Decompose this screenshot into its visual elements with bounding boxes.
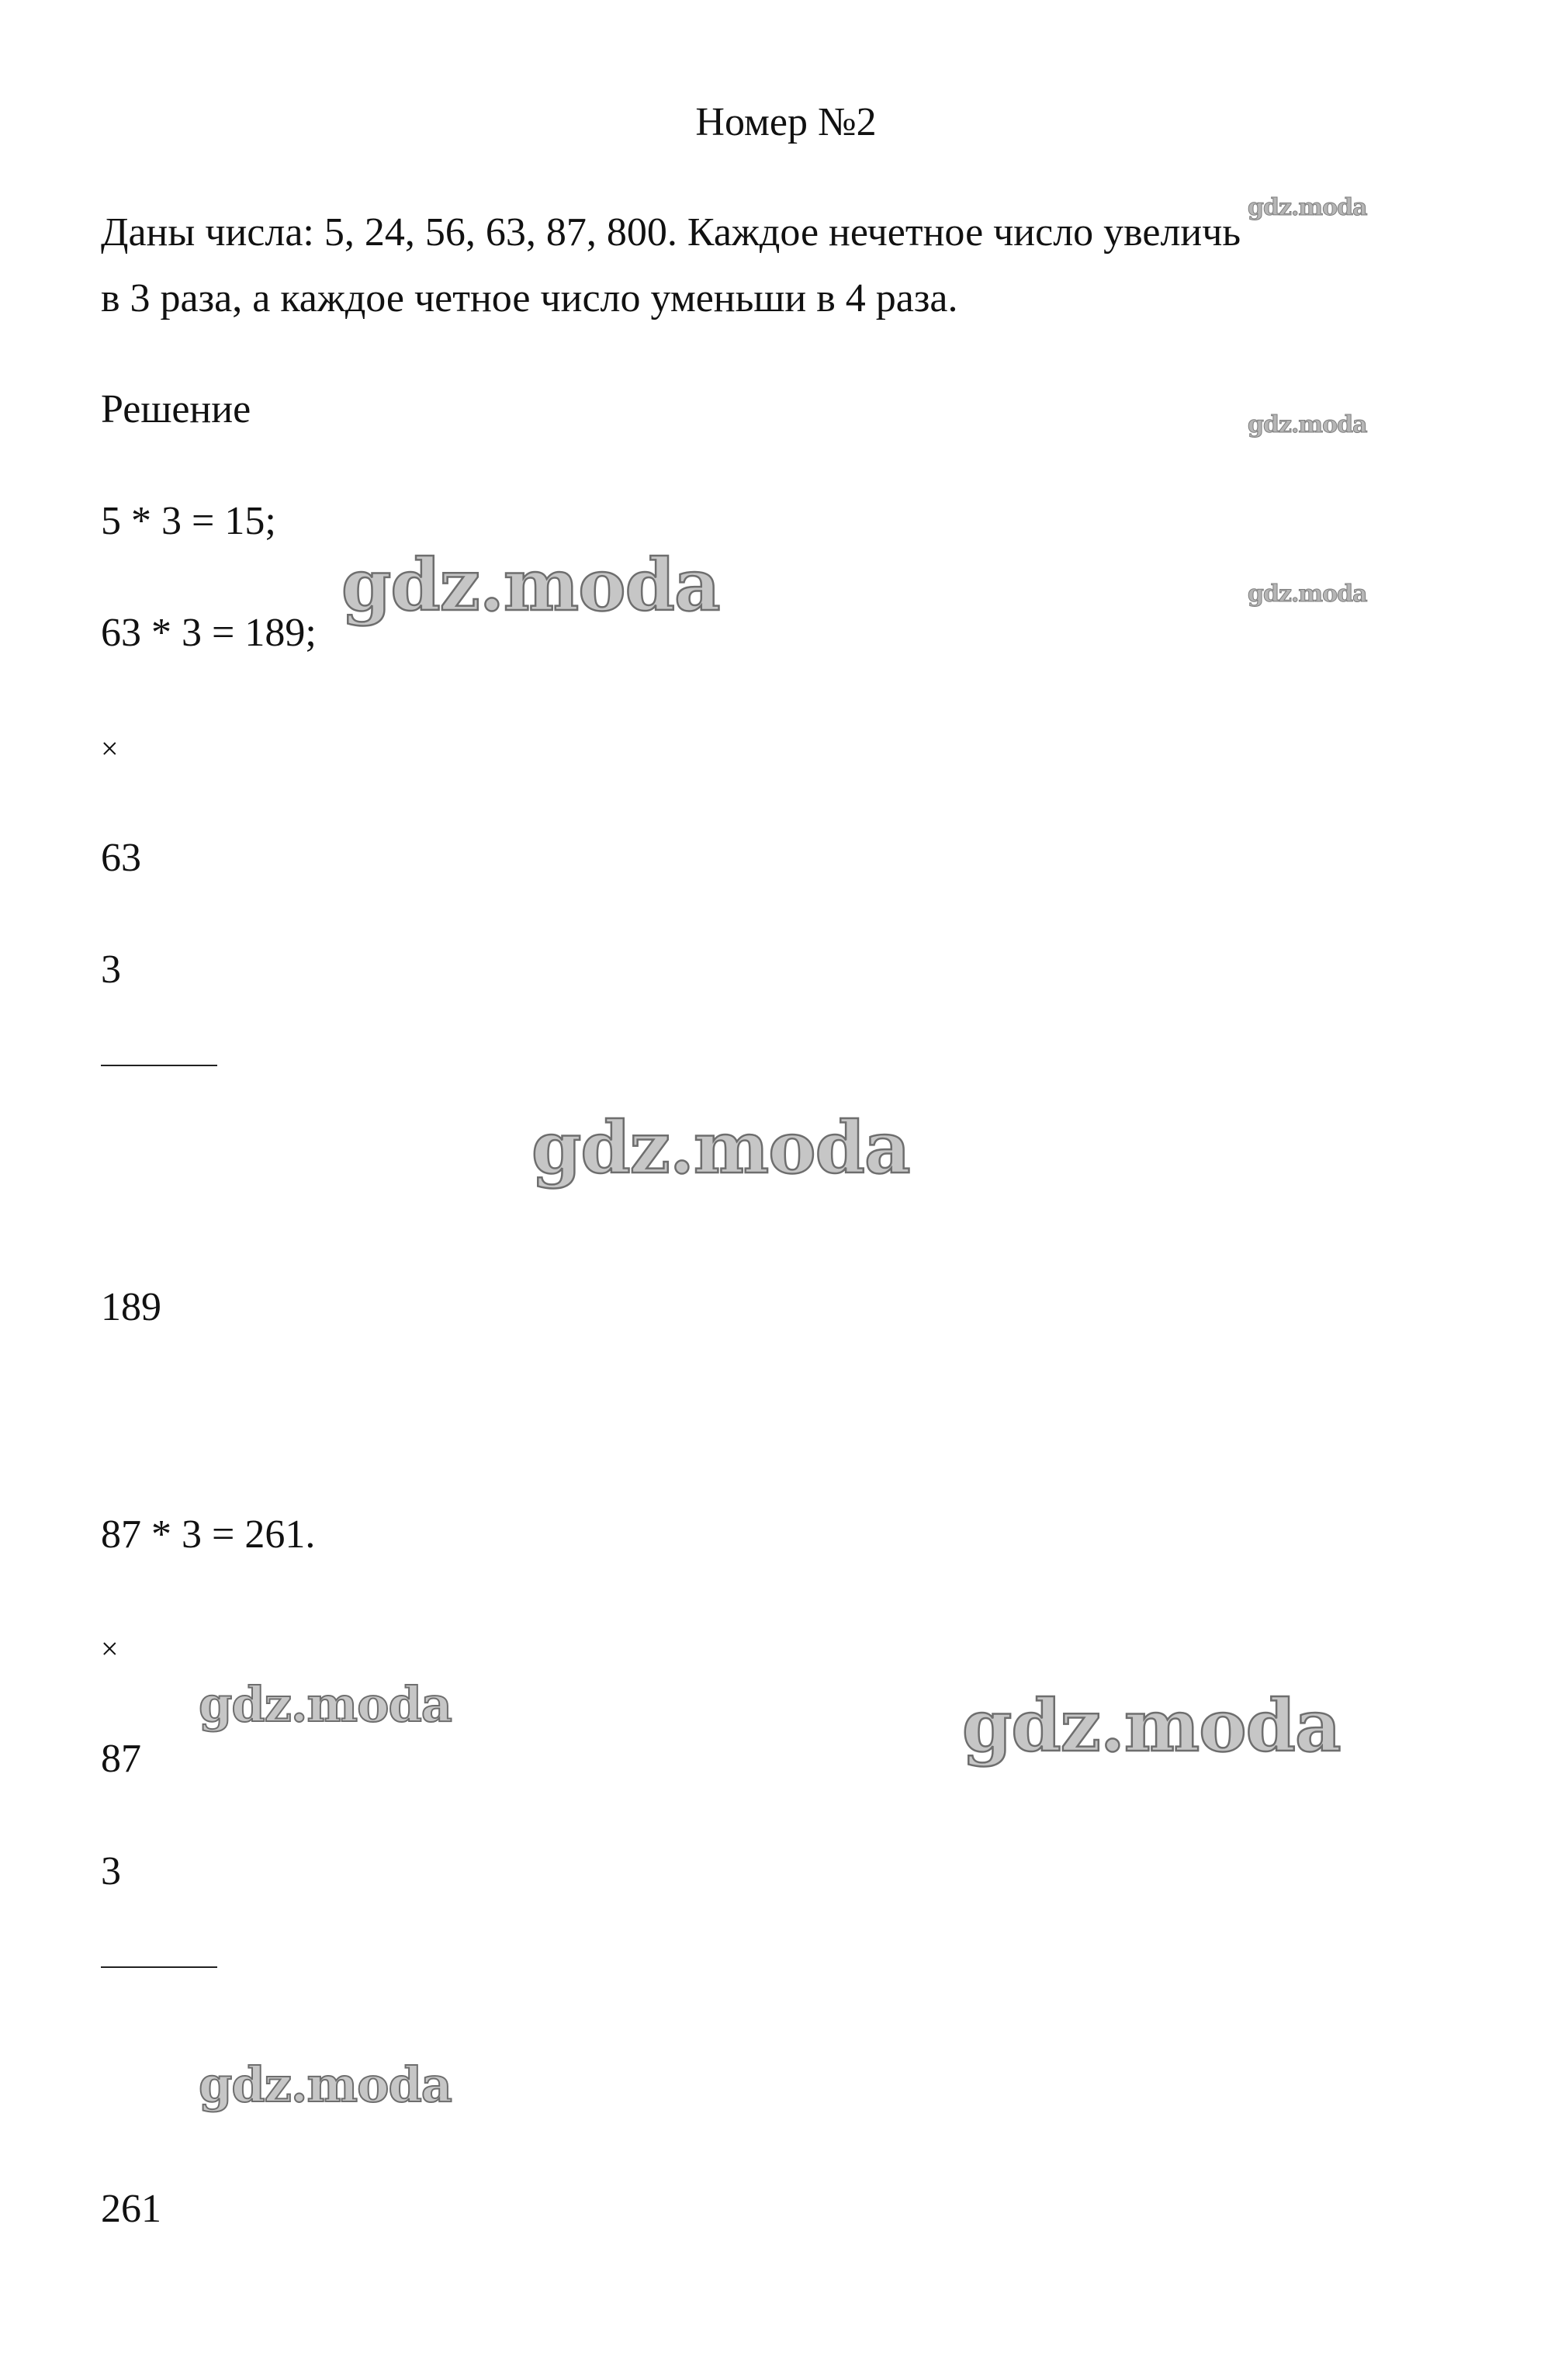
solution-label: Решение (101, 387, 251, 431)
column1-result: 189 (101, 1285, 161, 1329)
equation-3: 87 * 3 = 261. (101, 1512, 316, 1557)
equation-2: 63 * 3 = 189; (101, 611, 317, 655)
watermark-logo: gdz.moda (1248, 580, 1367, 608)
watermark-logo: gdz.moda (199, 2056, 452, 2113)
multiply-sign-2: × (101, 1631, 119, 1666)
column2-result: 261 (101, 2187, 161, 2231)
column1-top-operand: 63 (101, 836, 141, 880)
multiply-sign-1: × (101, 731, 119, 766)
problem-text-line-1: Даны числа: 5, 24, 56, 63, 87, 800. Каждое нечетное число увеличь (101, 210, 1241, 255)
column1-bottom-operand: 3 (101, 947, 121, 992)
column1-divider (101, 1065, 217, 1066)
problem-text-line-2: в 3 раза, а каждое четное число уменьши в 4 раза. (101, 276, 958, 320)
column2-bottom-operand: 3 (101, 1849, 121, 1893)
column2-top-operand: 87 (101, 1737, 141, 1781)
watermark-logo: gdz.moda (531, 1106, 910, 1190)
watermark-logo: gdz.moda (341, 543, 720, 627)
watermark-logo: gdz.moda (1248, 194, 1367, 221)
column2-divider (101, 1966, 217, 1968)
watermark-logo: gdz.moda (199, 1676, 452, 1733)
equation-1: 5 * 3 = 15; (101, 499, 276, 543)
page-title: Номер №2 (695, 100, 877, 144)
watermark-logo: gdz.moda (1248, 411, 1367, 438)
watermark-logo: gdz.moda (962, 1684, 1341, 1768)
